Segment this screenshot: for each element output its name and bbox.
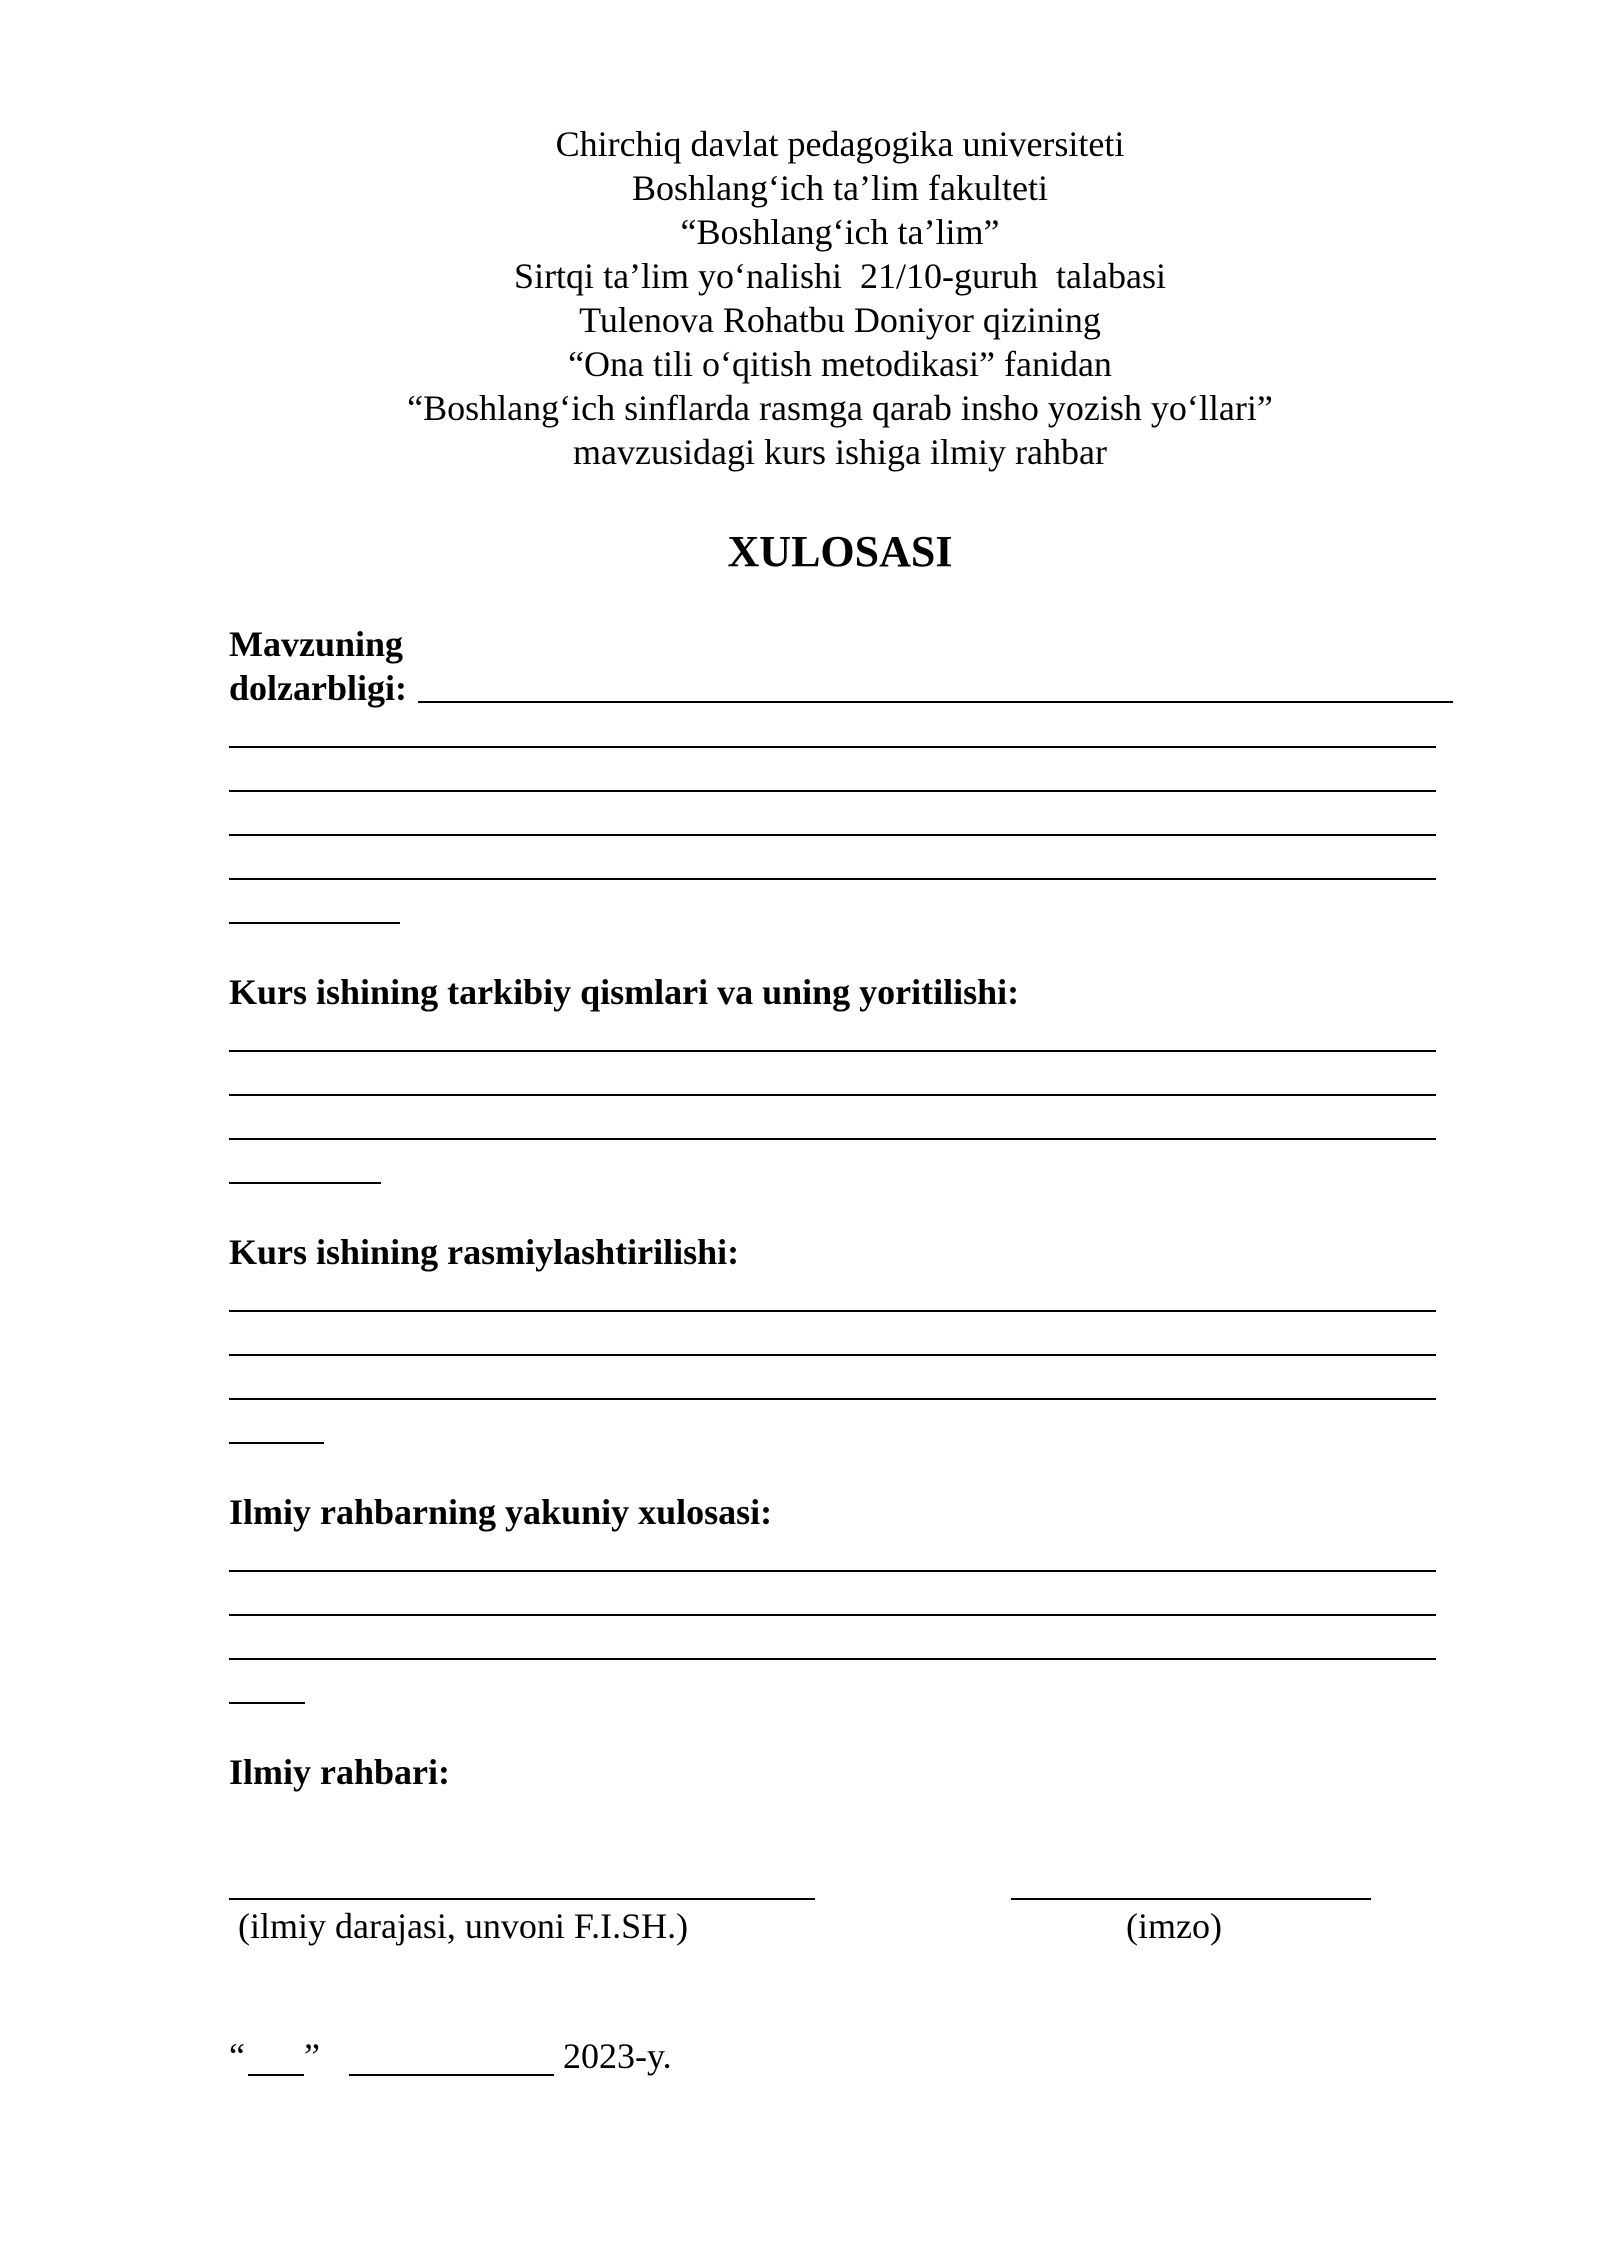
conclusion-fill-line[interactable] — [229, 1702, 305, 1704]
formatting-fill-line[interactable] — [229, 1398, 1436, 1400]
conclusion-fill-line[interactable] — [229, 1570, 1436, 1572]
formatting-label: Kurs ishining rasmiylashtirilishi: — [229, 1232, 740, 1272]
header-faculty: Boshlang‘ich ta’lim fakulteti — [632, 168, 1048, 208]
relevance-fill-line[interactable] — [229, 746, 1436, 748]
degree-signature-line[interactable] — [229, 1898, 815, 1900]
header-university: Chirchiq davlat pedagogika universiteti — [555, 124, 1125, 164]
imzo-caption: (imzo) — [1126, 1906, 1222, 1946]
page-title: XULOSASI — [727, 527, 953, 576]
relevance-fill-line[interactable] — [229, 922, 400, 924]
relevance-fill-line[interactable] — [418, 701, 1453, 703]
header-supervisor-line: mavzusidagi kurs ishiga ilmiy rahbar — [573, 432, 1107, 472]
imzo-signature-line[interactable] — [1011, 1898, 1371, 1900]
supervisor-label: Ilmiy rahbari: — [229, 1752, 450, 1792]
relevance-fill-line[interactable] — [229, 790, 1436, 792]
relevance-fill-line[interactable] — [229, 834, 1436, 836]
header-subject: “Ona tili o‘qitish metodikasi” fanidan — [568, 344, 1112, 384]
date-year: 2023-y. — [563, 2036, 672, 2076]
date-day-line[interactable] — [248, 2074, 304, 2076]
relevance-label-line2: dolzarbligi: — [229, 668, 407, 708]
header-group: Sirtqi ta’lim yo‘nalishi 21/10-guruh talabasi — [514, 256, 1166, 296]
structure-fill-line[interactable] — [229, 1050, 1436, 1052]
date-month-line[interactable] — [349, 2074, 554, 2076]
degree-caption: (ilmiy darajasi, unvoni F.I.SH.) — [238, 1906, 689, 1946]
date-close-quote: ” — [304, 2036, 320, 2076]
conclusion-fill-line[interactable] — [229, 1614, 1436, 1616]
structure-fill-line[interactable] — [229, 1138, 1436, 1140]
relevance-fill-line[interactable] — [229, 878, 1436, 880]
conclusion-fill-line[interactable] — [229, 1658, 1436, 1660]
document-header — [0, 122, 1600, 474]
header-topic: “Boshlang‘ich sinflarda rasmga qarab insho yozish yo‘llari” — [407, 388, 1273, 428]
structure-fill-line[interactable] — [229, 1094, 1436, 1096]
header-department: “Boshlang‘ich ta’lim” — [680, 212, 1000, 252]
conclusion-label: Ilmiy rahbarning yakuniy xulosasi: — [229, 1492, 773, 1532]
formatting-fill-line[interactable] — [229, 1354, 1436, 1356]
date-open-quote: “ — [229, 2036, 245, 2076]
structure-label: Kurs ishining tarkibiy qismlari va uning yoritilishi: — [229, 972, 1020, 1012]
formatting-fill-line[interactable] — [229, 1442, 324, 1444]
formatting-fill-line[interactable] — [229, 1310, 1436, 1312]
structure-fill-line[interactable] — [229, 1182, 381, 1184]
header-student: Tulenova Rohatbu Doniyor qizining — [579, 300, 1101, 340]
relevance-label-line1: Mavzuning — [229, 624, 404, 664]
